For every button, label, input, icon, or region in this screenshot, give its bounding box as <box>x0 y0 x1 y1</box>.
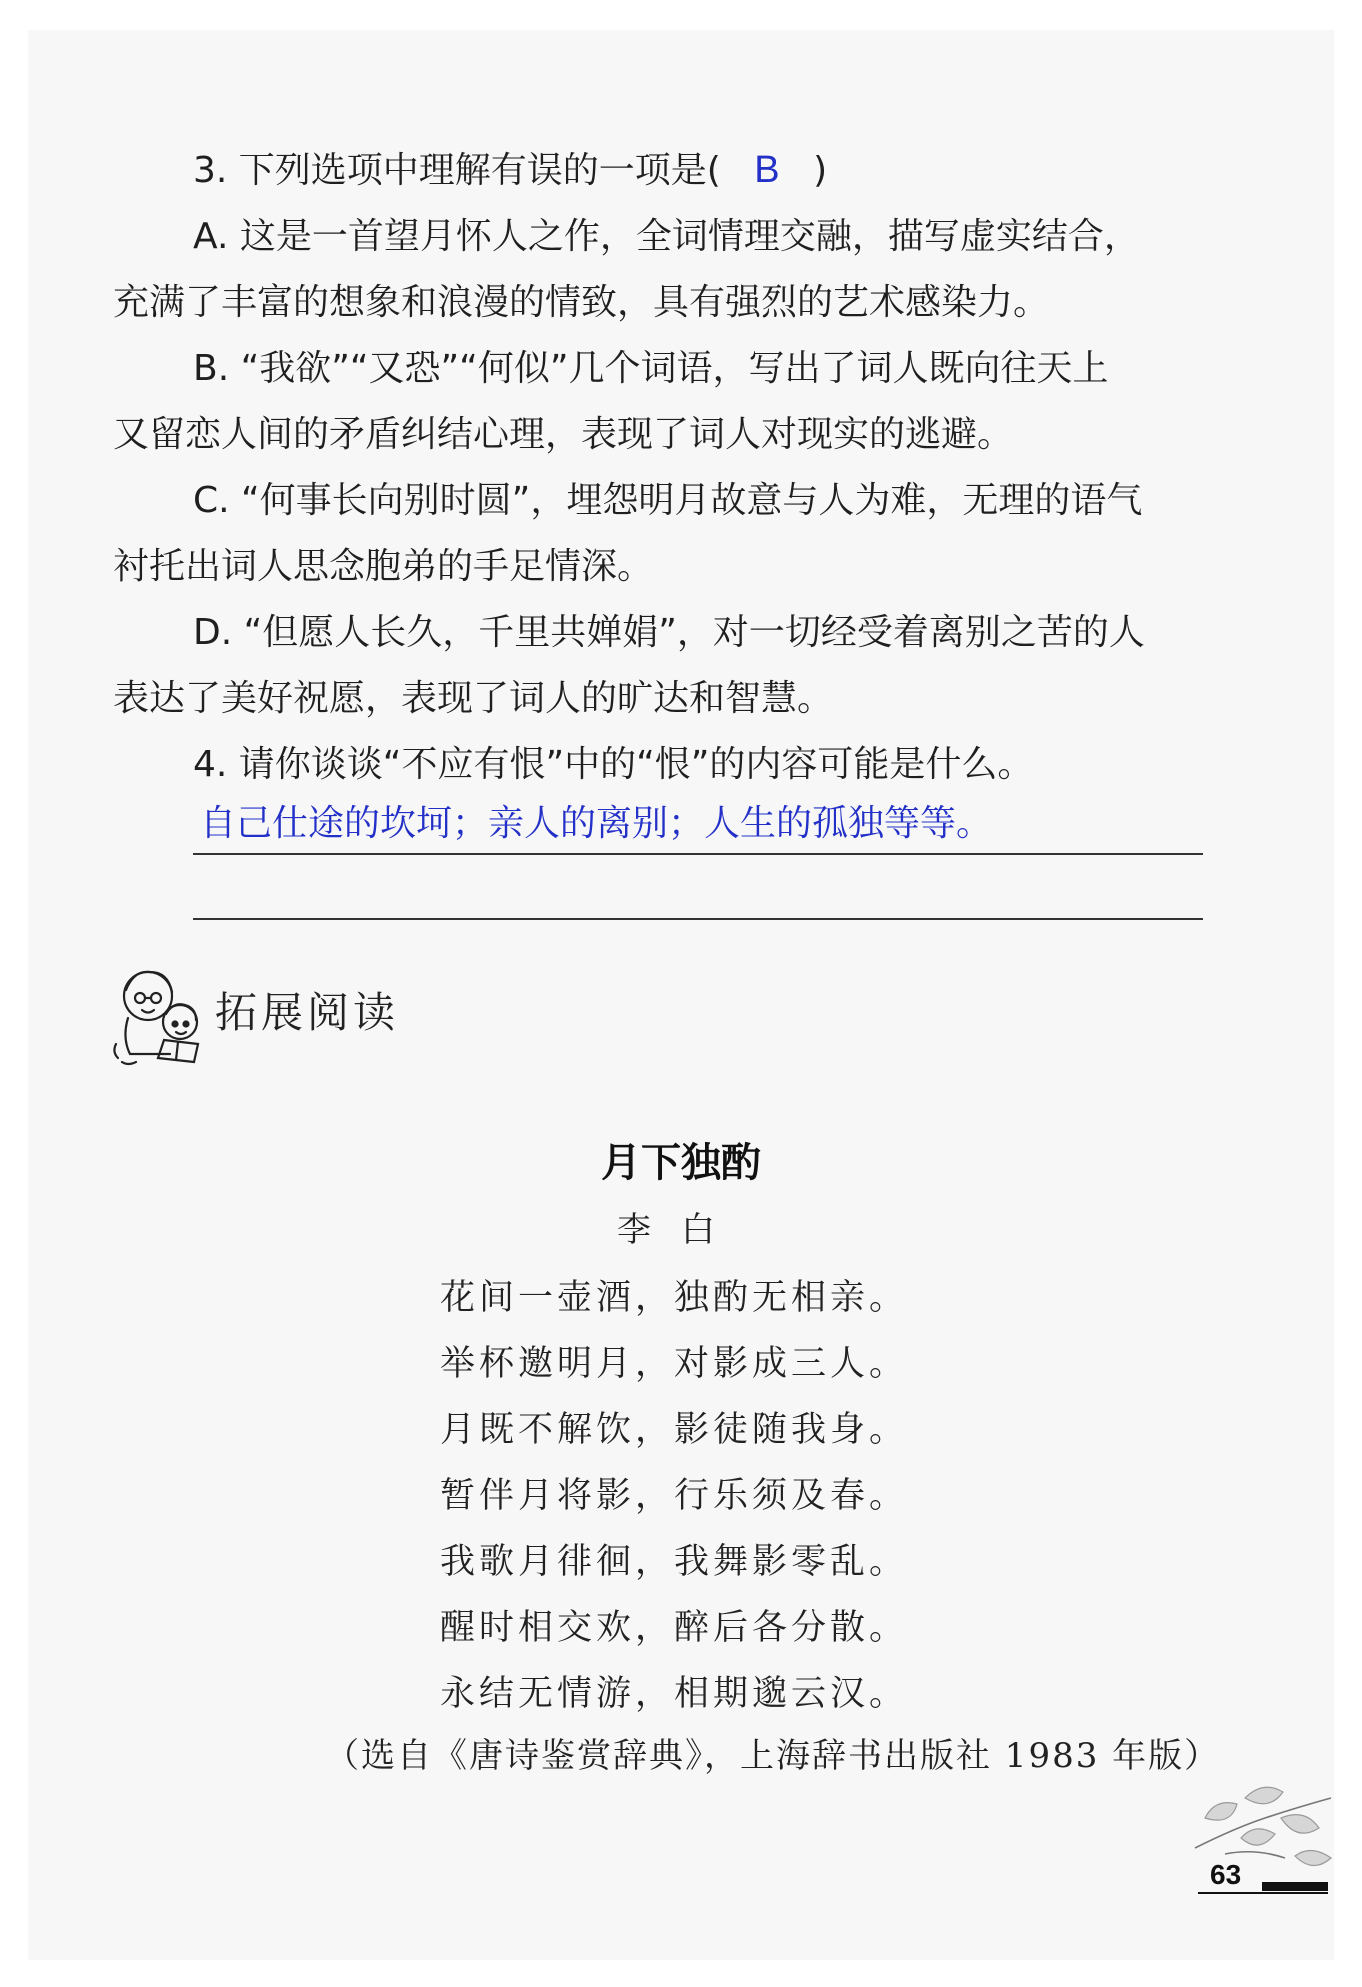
poem-line: 暂伴月将影，行乐须及春。 <box>440 1476 909 1516</box>
option-d-line-2: 表达了美好祝愿，表现了词人的旷达和智慧。 <box>113 678 834 719</box>
question-3-stem: 3. 下列选项中理解有误的一项是( B ) <box>193 149 828 191</box>
option-b-line-2: 又留恋人间的矛盾纠结心理，表现了词人对现实的逃避。 <box>113 414 1014 455</box>
question-4-answer: 自己仕途的坎坷；亲人的离别；人生的孤独等等。 <box>200 803 993 844</box>
option-b-line-1: B. “我欲”“又恐”“何似”几个词语，写出了词人既向往天上 <box>193 348 1109 389</box>
page-number-bar <box>1262 1882 1328 1891</box>
question-4-stem: 4. 请你谈谈“不应有恨”中的“恨”的内容可能是什么。 <box>193 744 1034 785</box>
poem-source: （选自《唐诗鉴赏辞典》，上海辞书出版社 1983 年版） <box>325 1736 1221 1776</box>
page-number: 63 <box>1210 1859 1242 1890</box>
option-c-line-1: C. “何事长向别时圆”，埋怨明月故意与人为难，无理的语气 <box>193 480 1143 521</box>
poem-author: 李白 <box>617 1210 745 1250</box>
poem-title: 月下独酌 <box>601 1140 761 1186</box>
option-c-line-2: 衬托出词人思念胞弟的手足情深。 <box>113 546 654 587</box>
poem-line: 举杯邀明月，对影成三人。 <box>440 1344 909 1384</box>
answer-line-2 <box>193 918 1203 920</box>
answer-line-1 <box>193 853 1203 855</box>
poem-line: 永结无情游，相期邈云汉。 <box>440 1674 909 1714</box>
option-a-line-1: A. 这是一首望月怀人之作，全词情理交融，描写虚实结合， <box>193 216 1140 257</box>
section-title: 拓展阅读 <box>215 988 400 1037</box>
reading-children-icon <box>108 962 212 1070</box>
poem-line: 花间一壶酒，独酌无相亲。 <box>440 1278 909 1318</box>
poem-line: 月既不解饮，影徒随我身。 <box>440 1410 909 1450</box>
question-3-answer: B <box>754 149 780 191</box>
page-number-underline <box>1198 1892 1328 1894</box>
poem-line: 我歌月徘徊，我舞影零乱。 <box>440 1542 909 1582</box>
option-d-line-1: D. “但愿人长久，千里共婵娟”，对一切经受着离别之苦的人 <box>193 612 1145 653</box>
leaf-decoration-icon <box>1185 1778 1335 1888</box>
poem-line: 醒时相交欢，醉后各分散。 <box>440 1608 909 1648</box>
option-a-line-2: 充满了丰富的想象和浪漫的情致，具有强烈的艺术感染力。 <box>113 282 1050 323</box>
